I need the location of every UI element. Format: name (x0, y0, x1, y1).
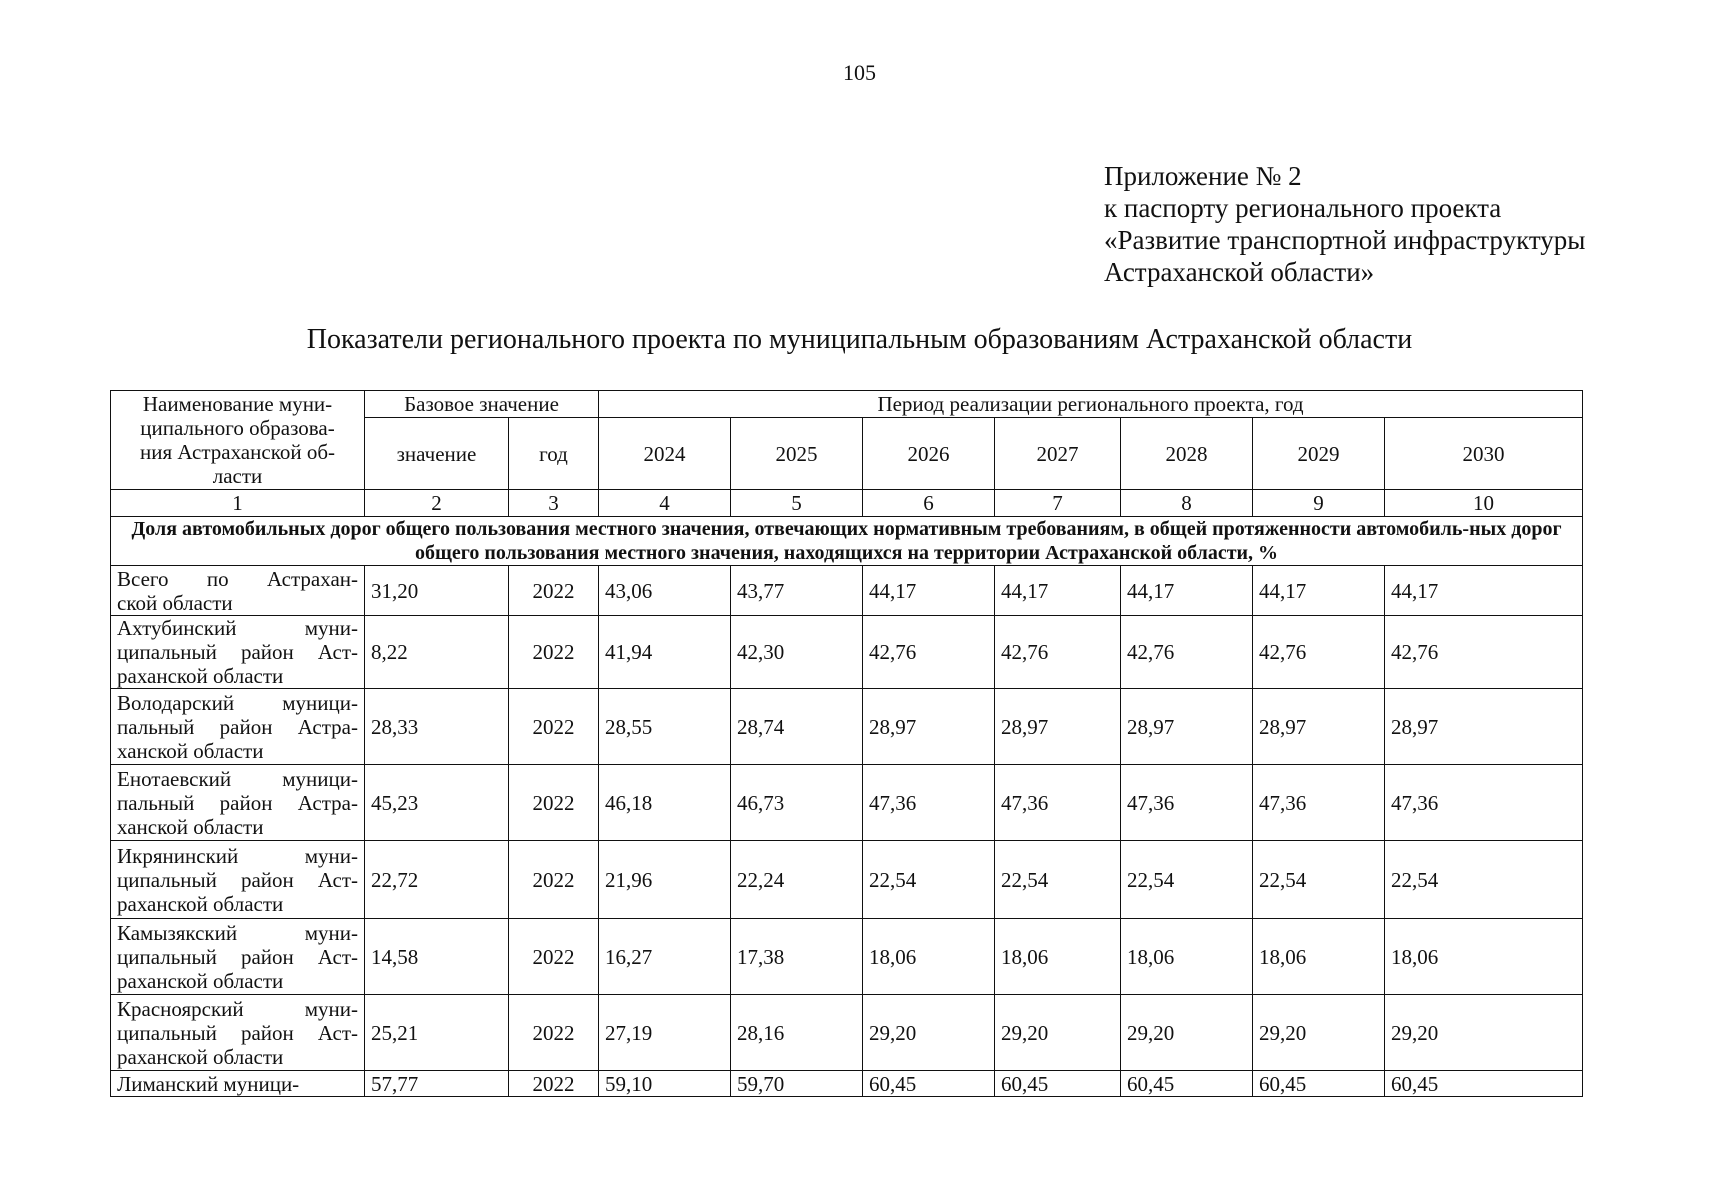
year-value-cell: 42,76 (995, 616, 1121, 689)
base-value-cell: 28,33 (365, 689, 509, 765)
page-number: 105 (843, 60, 876, 85)
municipality-name-line: раханской области (117, 891, 284, 916)
appendix-line: к паспорту регионального проекта (1104, 193, 1502, 223)
year-value-cell: 22,54 (1253, 841, 1385, 919)
municipality-name-line: Лиманский муници- (117, 1071, 300, 1096)
municipality-name (111, 841, 365, 919)
year-value-cell: 44,17 (1253, 566, 1385, 616)
year-value-cell: 42,76 (1121, 616, 1253, 689)
year-value-cell: 29,20 (1121, 995, 1253, 1071)
year-value-cell: 41,94 (599, 616, 731, 689)
year-value-cell: 59,10 (599, 1071, 731, 1097)
year-value-cell: 28,97 (995, 689, 1121, 765)
column-number: 5 (731, 490, 863, 517)
year-value-cell: 29,20 (863, 995, 995, 1071)
year-value-cell: 43,77 (731, 566, 863, 616)
header-municipality: Наименование муни- ципального образова- ния Астраханской об- ласти (111, 391, 365, 490)
year-value-cell: 22,24 (731, 841, 863, 919)
year-value-cell: 60,45 (1253, 1071, 1385, 1097)
year-value-cell: 44,17 (995, 566, 1121, 616)
year-value-cell: 59,70 (731, 1071, 863, 1097)
year-value-cell: 44,17 (1385, 566, 1583, 616)
municipality-name (111, 919, 365, 995)
header-year: 2027 (995, 418, 1121, 490)
column-number: 10 (1385, 490, 1583, 517)
municipality-name-line: пальный район Астра- (117, 790, 358, 815)
municipality-name-line: пальный район Астра- (117, 714, 358, 739)
column-number: 1 (111, 490, 365, 517)
year-value-cell: 47,36 (1121, 765, 1253, 841)
year-value-cell: 22,54 (1385, 841, 1583, 919)
year-value-cell: 18,06 (863, 919, 995, 995)
section-title: Доля автомобильных дорог общего пользования местного значения, отвечающих нормативным требованиям, в общей протяженности автомобиль-ных дорог общего пользования местного значения, находящихся на территории Астраханской области, % (111, 517, 1583, 566)
header-year: 2028 (1121, 418, 1253, 490)
table-row (111, 841, 1583, 919)
base-year-cell: 2022 (509, 841, 599, 919)
header-base-value: значение (365, 418, 509, 490)
municipality-name-line: ципальный район Аст- (117, 867, 358, 892)
base-year-cell: 2022 (509, 689, 599, 765)
municipality-name-line: ципальный район Аст- (117, 1020, 358, 1045)
base-value-cell: 31,20 (365, 566, 509, 616)
year-value-cell: 42,30 (731, 616, 863, 689)
year-value-cell: 44,17 (1121, 566, 1253, 616)
municipality-name-line: ханской области (117, 814, 264, 839)
year-value-cell: 27,19 (599, 995, 731, 1071)
base-value-cell: 25,21 (365, 995, 509, 1071)
year-value-cell: 18,06 (1385, 919, 1583, 995)
base-year-cell: 2022 (509, 1071, 599, 1097)
municipality-name-line: Володарский муници- (117, 690, 358, 715)
appendix-line: «Развитие транспортной инфраструктуры (1104, 225, 1586, 255)
year-value-cell: 47,36 (863, 765, 995, 841)
year-value-cell: 29,20 (1253, 995, 1385, 1071)
column-number: 8 (1121, 490, 1253, 517)
base-year-cell: 2022 (509, 616, 599, 689)
year-value-cell: 42,76 (1385, 616, 1583, 689)
municipality-name (111, 689, 365, 765)
municipality-name-line: раханской области (117, 968, 284, 993)
municipality-name-line: Икрянинский муни- (117, 843, 358, 868)
table-row (111, 919, 1583, 995)
municipality-name-line: Енотаевский муници- (117, 766, 358, 791)
year-value-cell: 44,17 (863, 566, 995, 616)
year-value-cell: 46,18 (599, 765, 731, 841)
indicators-table (110, 390, 1583, 1097)
header-year: 2030 (1385, 418, 1583, 490)
year-value-cell: 29,20 (1385, 995, 1583, 1071)
year-value-cell: 28,97 (1385, 689, 1583, 765)
appendix-block (1104, 160, 1585, 288)
column-number-row (111, 490, 1583, 517)
municipality-name-line: Всего по Астрахан- (117, 566, 358, 591)
municipality-name (111, 1071, 365, 1097)
header-base-year: год (509, 418, 599, 490)
table-row (111, 616, 1583, 689)
base-year-cell: 2022 (509, 919, 599, 995)
municipality-name-line: раханской области (117, 664, 284, 688)
base-year-cell: 2022 (509, 566, 599, 616)
year-value-cell: 22,54 (1121, 841, 1253, 919)
base-value-cell: 8,22 (365, 616, 509, 689)
section-row (111, 517, 1583, 566)
municipality-name (111, 765, 365, 841)
year-value-cell: 28,74 (731, 689, 863, 765)
municipality-name-line: ципальный район Аст- (117, 640, 358, 664)
year-value-cell: 47,36 (995, 765, 1121, 841)
column-number: 9 (1253, 490, 1385, 517)
year-value-cell: 29,20 (995, 995, 1121, 1071)
municipality-name-line: ской области (117, 590, 233, 615)
year-value-cell: 28,97 (1253, 689, 1385, 765)
municipality-name-line: ханской области (117, 738, 264, 763)
header-period-group: Период реализации регионального проекта, год (599, 391, 1583, 418)
base-year-cell: 2022 (509, 765, 599, 841)
year-value-cell: 42,76 (863, 616, 995, 689)
year-value-cell: 18,06 (1121, 919, 1253, 995)
header-year: 2024 (599, 418, 731, 490)
column-number: 3 (509, 490, 599, 517)
year-value-cell: 28,16 (731, 995, 863, 1071)
base-value-cell: 22,72 (365, 841, 509, 919)
table-row (111, 689, 1583, 765)
year-value-cell: 47,36 (1253, 765, 1385, 841)
year-value-cell: 60,45 (995, 1071, 1121, 1097)
appendix-line: Приложение № 2 (1104, 161, 1302, 191)
base-value-cell: 57,77 (365, 1071, 509, 1097)
header-year: 2029 (1253, 418, 1385, 490)
column-number: 7 (995, 490, 1121, 517)
header-year: 2026 (863, 418, 995, 490)
table-row (111, 765, 1583, 841)
table-row (111, 995, 1583, 1071)
header-row-1 (111, 391, 1583, 418)
year-value-cell: 60,45 (1121, 1071, 1253, 1097)
year-value-cell: 18,06 (1253, 919, 1385, 995)
header-base-value-group: Базовое значение (365, 391, 599, 418)
year-value-cell: 60,45 (863, 1071, 995, 1097)
municipality-name-line: Камызякский муни- (117, 920, 358, 945)
base-value-cell: 45,23 (365, 765, 509, 841)
year-value-cell: 28,97 (1121, 689, 1253, 765)
table-row (111, 566, 1583, 616)
column-number: 4 (599, 490, 731, 517)
year-value-cell: 17,38 (731, 919, 863, 995)
year-value-cell: 42,76 (1253, 616, 1385, 689)
year-value-cell: 43,06 (599, 566, 731, 616)
table-row (111, 1071, 1583, 1097)
column-number: 2 (365, 490, 509, 517)
appendix-line: Астраханской области» (1104, 257, 1375, 287)
year-value-cell: 18,06 (995, 919, 1121, 995)
base-value-cell: 14,58 (365, 919, 509, 995)
header-year: 2025 (731, 418, 863, 490)
year-value-cell: 28,97 (863, 689, 995, 765)
year-value-cell: 46,73 (731, 765, 863, 841)
year-value-cell: 21,96 (599, 841, 731, 919)
municipality-name-line: раханской области (117, 1044, 284, 1069)
year-value-cell: 28,55 (599, 689, 731, 765)
year-value-cell: 22,54 (995, 841, 1121, 919)
column-number: 6 (863, 490, 995, 517)
document-title: Показатели регионального проекта по муниципальным образованиям Астраханской области (306, 324, 1413, 355)
municipality-name-line: Красноярский муни- (117, 996, 358, 1021)
year-value-cell: 16,27 (599, 919, 731, 995)
municipality-name (111, 566, 365, 616)
municipality-name-line: Ахтубинский муни- (117, 616, 358, 640)
municipality-name (111, 616, 365, 689)
municipality-name (111, 995, 365, 1071)
year-value-cell: 60,45 (1385, 1071, 1583, 1097)
year-value-cell: 22,54 (863, 841, 995, 919)
year-value-cell: 47,36 (1385, 765, 1583, 841)
base-year-cell: 2022 (509, 995, 599, 1071)
municipality-name-line: ципальный район Аст- (117, 944, 358, 969)
